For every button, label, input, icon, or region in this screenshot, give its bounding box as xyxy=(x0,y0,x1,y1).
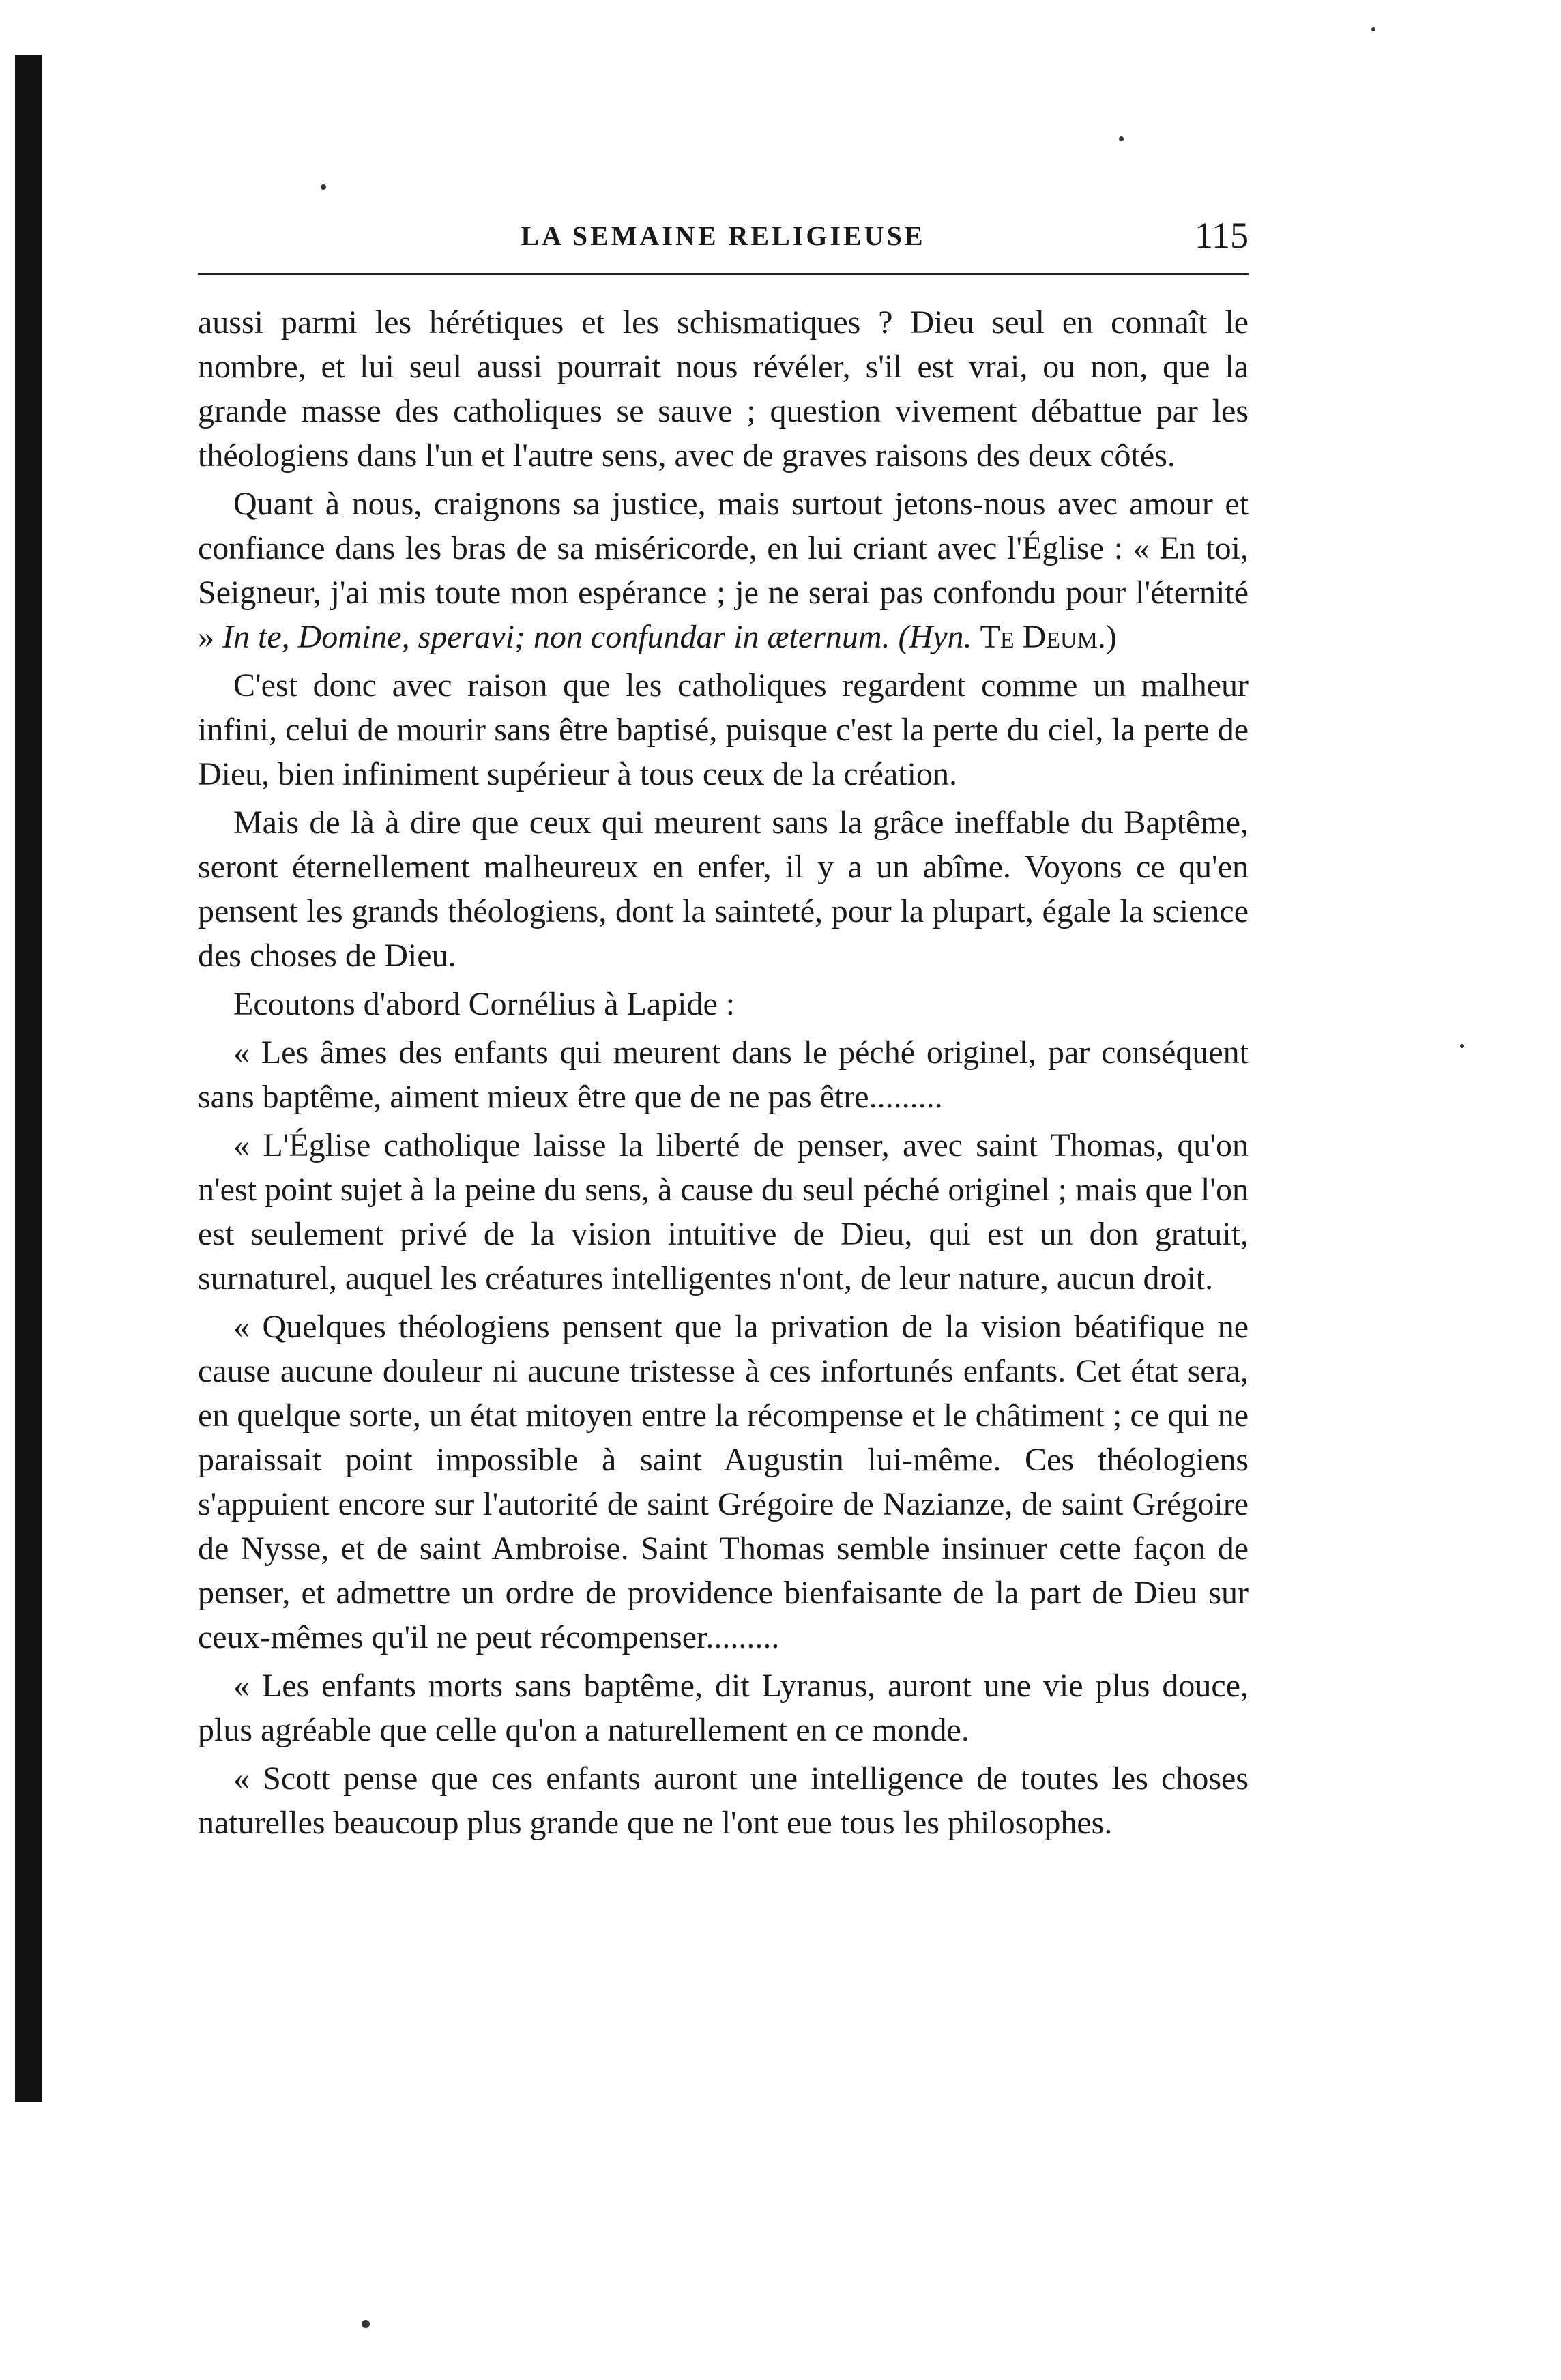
paragraph-3: C'est donc avec raison que les catholiques regardent comme un malheur infini, celui de mourir sans être baptisé, puisque c'est la perte du ciel, la perte de Dieu, bien infiniment supérieur à tous ceux de la création. xyxy=(198,667,1249,792)
paragraph-1: aussi parmi les hérétiques et les schismatiques ? Dieu seul en connaît le nombre, et lui seul aussi pourrait nous révéler, s'il est vrai, ou non, que la grande masse des catholiques se sauve ; question vivement débattue par les théologiens dans l'un et l'autre sens, avec de graves raisons des deux côtés. xyxy=(198,304,1249,474)
page-number: 115 xyxy=(1195,215,1249,256)
latin-quote: In te, Domine, speravi; non confundar in æternum. xyxy=(222,619,890,655)
te-deum-reference: Te Deum. xyxy=(980,619,1106,655)
page-body xyxy=(198,300,1249,1849)
scan-speck xyxy=(1460,1044,1464,1048)
paragraph-2 xyxy=(198,482,1249,659)
paragraph-2-text: Quant à nous, craignons sa justice, mais surtout jetons-nous avec amour et confiance dans les bras de sa miséricorde, en lui criant avec l'Église : « En toi, Seigneur, j'ai mis toute mon espérance ; je ne serai pas confondu pour l'éternité » xyxy=(198,486,1249,655)
binding-edge xyxy=(15,55,42,2102)
scan-speck xyxy=(1119,136,1124,141)
paragraph-10: « Scott pense que ces enfants auront une intelligence de toutes les choses naturelles beaucoup plus grande que ne l'ont eue tous les philosophes. xyxy=(198,1760,1249,1841)
hymn-reference: (Hyn. xyxy=(898,619,972,655)
paragraph-5: Ecoutons d'abord Cornélius à Lapide : xyxy=(233,986,735,1022)
paragraph-6: « Les âmes des enfants qui meurent dans le péché originel, par conséquent sans baptême, aiment mieux être que de ne pas être......... xyxy=(198,1034,1249,1115)
page-header xyxy=(198,212,1249,275)
paragraph-7: « L'Église catholique laisse la liberté de penser, avec saint Thomas, qu'on n'est point sujet à la peine du sens, à cause du seul péché originel ; mais que l'on est seulement privé de la vision intuitive de Dieu, qui est un don gratuit, surnaturel, auquel les créatures intelligentes n'ont, de leur nature, aucun droit. xyxy=(198,1127,1249,1296)
scan-speck xyxy=(321,184,326,190)
reference-close: ) xyxy=(1105,619,1117,655)
paragraph-9: « Les enfants morts sans baptême, dit Lyranus, auront une vie plus douce, plus agréable que celle qu'on a naturellement en ce monde. xyxy=(198,1668,1249,1748)
scan-speck xyxy=(1371,27,1375,31)
paragraph-4: Mais de là à dire que ceux qui meurent sans la grâce ineffable du Baptême, seront éternellement malheureux en enfer, il y a un abîme. Voyons ce qu'en pensent les grands théologiens, dont la sainteté, pour la plupart, égale la science des choses de Dieu. xyxy=(198,804,1249,974)
scan-speck xyxy=(362,2320,370,2328)
paragraph-8: « Quelques théologiens pensent que la privation de la vision béatifique ne cause aucune douleur ni aucune tristesse à ces infortunés enfants. Cet état sera, en quelque sorte, un état mitoyen entre la récompense et le châtiment ; ce qui ne paraissait point impossible à saint Augustin lui-même. Ces théologiens s'appuient encore sur l'autorité de saint Grégoire de Nazianze, de saint Grégoire de Nysse, et de saint Ambroise. Saint Thomas semble insinuer cette façon de penser, et admettre un ordre de providence bienfaisante de la part de Dieu sur ceux-mêmes qu'il ne peut récompenser......... xyxy=(198,1309,1249,1655)
running-title: LA SEMAINE RELIGIEUSE xyxy=(521,220,926,251)
